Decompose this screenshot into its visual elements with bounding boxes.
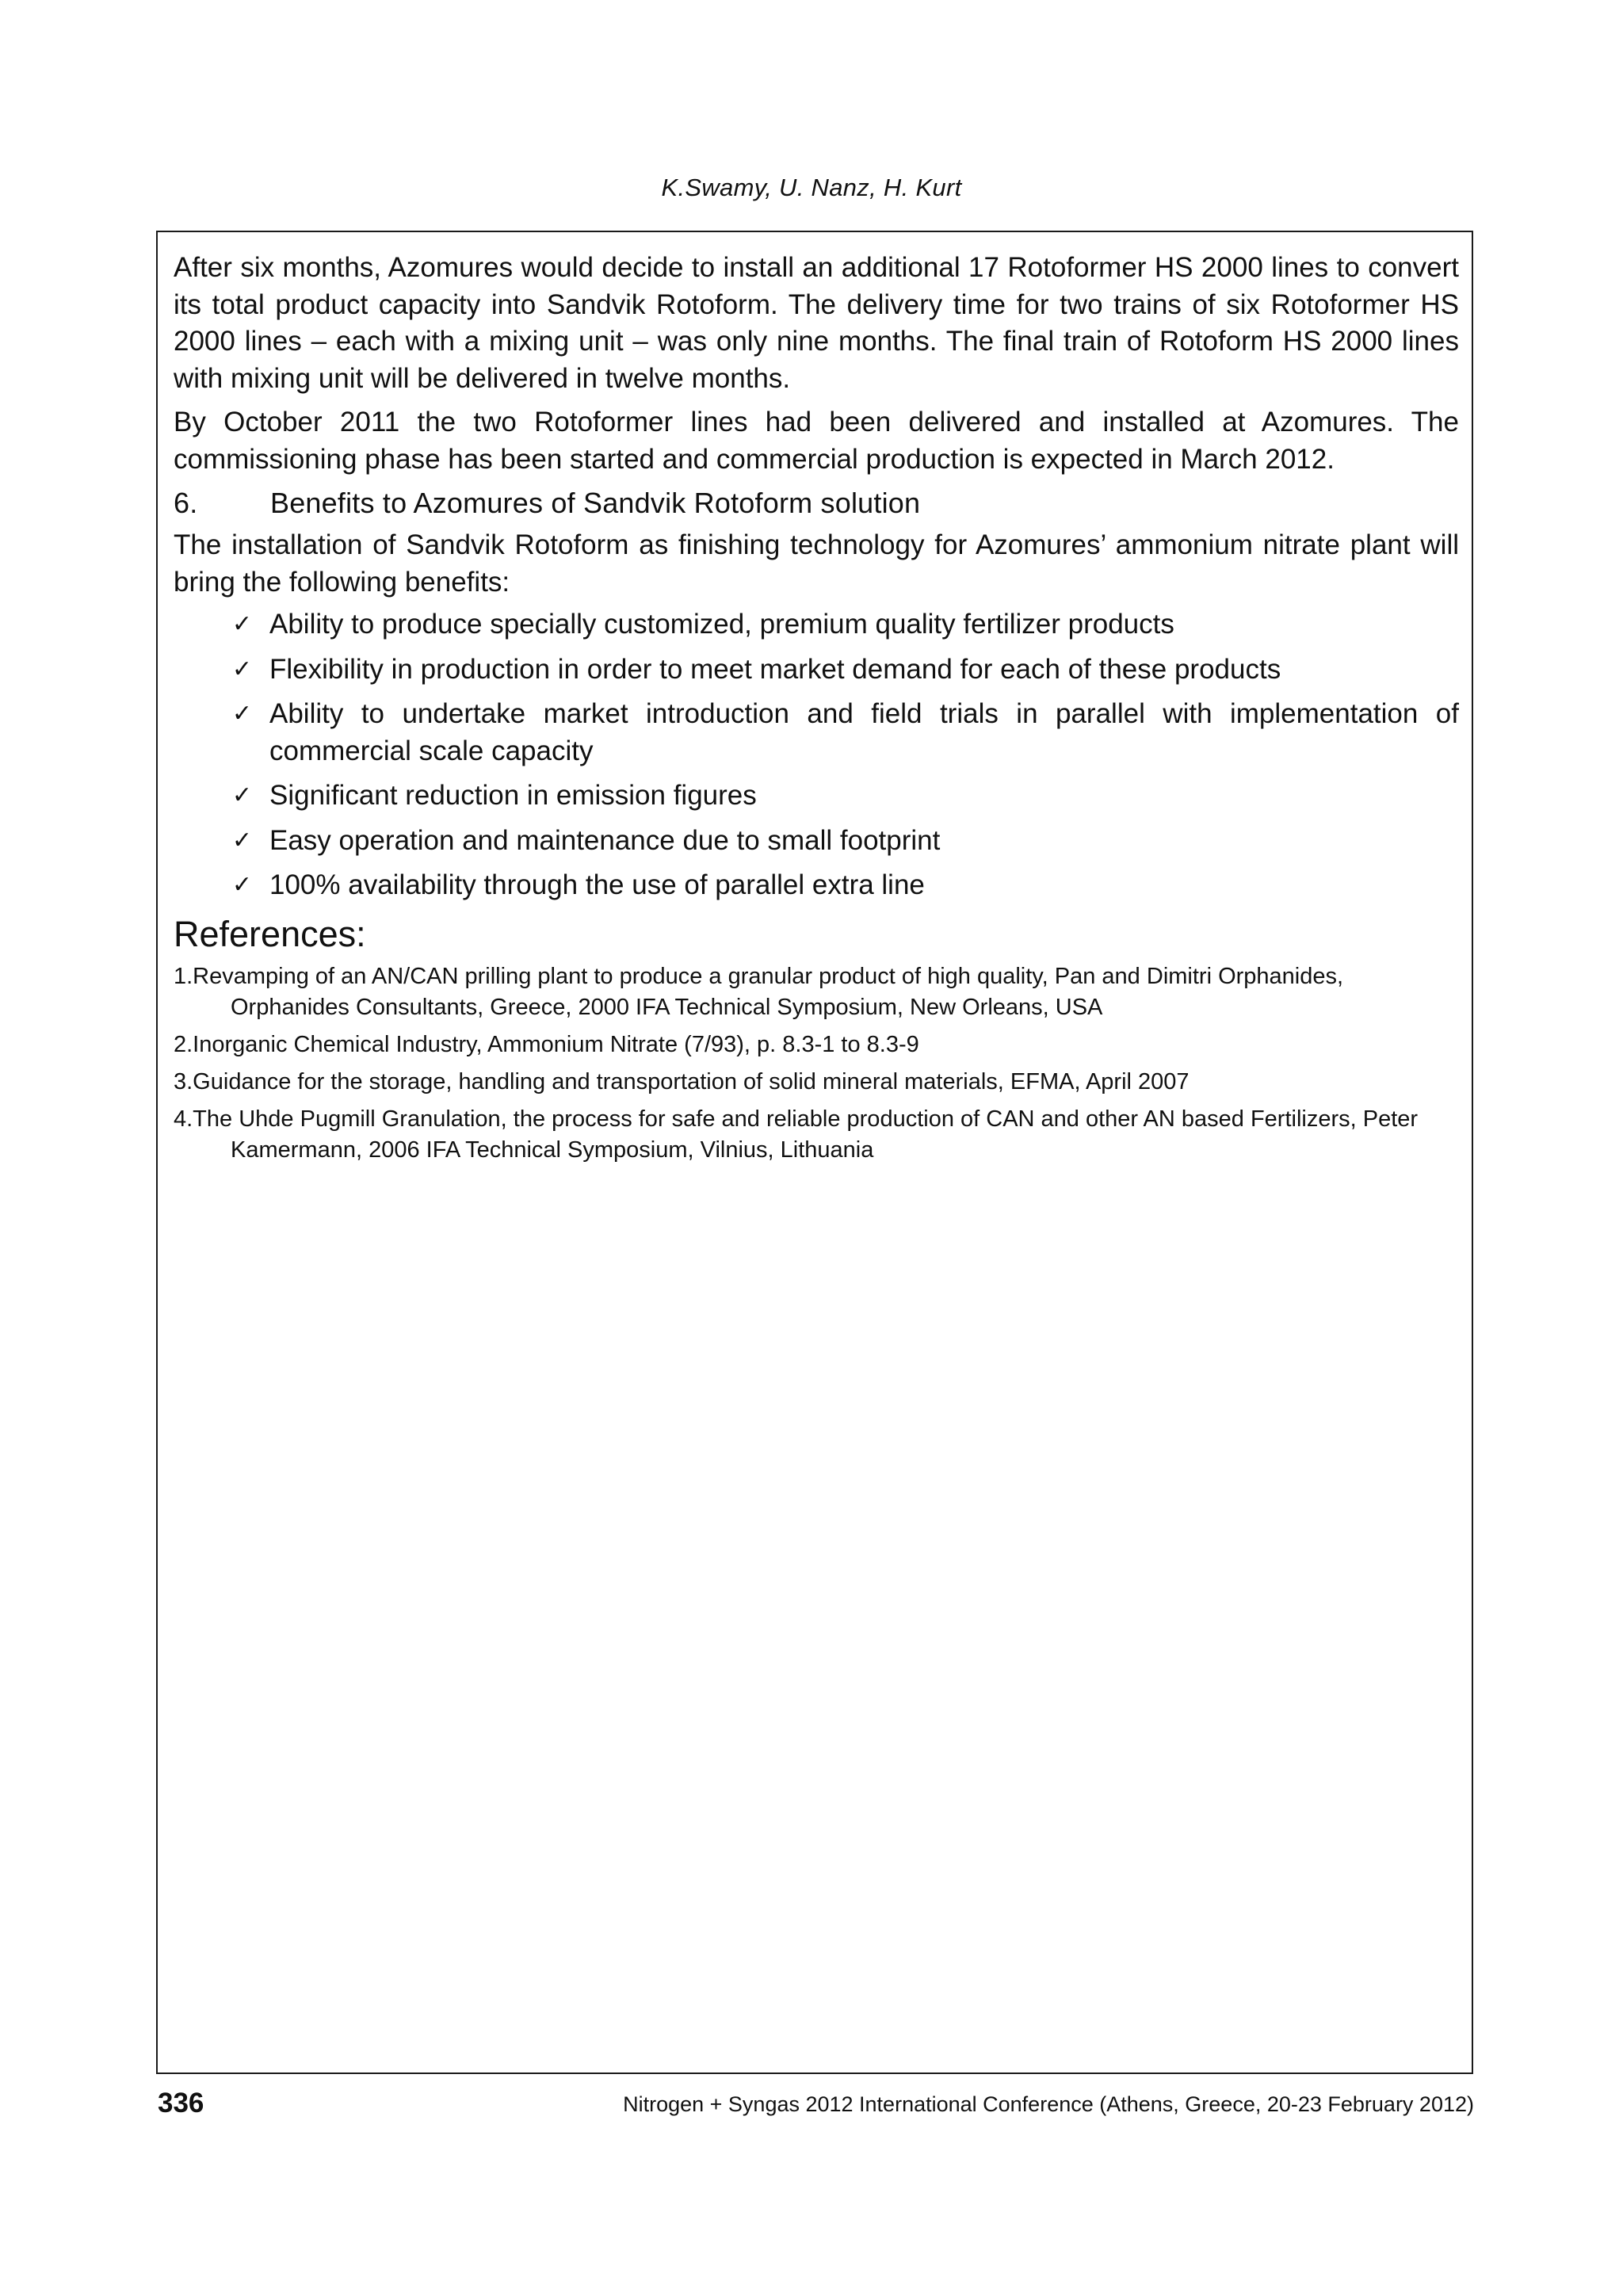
benefit-text: Easy operation and maintenance due to small footprint (269, 824, 941, 856)
check-icon: ✓ (231, 826, 252, 854)
reference-item: 2.Inorganic Chemical Industry, Ammonium Nitrate (7/93), p. 8.3-1 to 8.3-9 (174, 1031, 919, 1057)
check-icon: ✓ (231, 871, 252, 899)
benefit-text: Ability to produce specially customized, premium quality fertilizer products (269, 609, 1174, 640)
page-content (174, 250, 1459, 1172)
section-heading (174, 485, 1459, 521)
benefit-text: Flexibility in production in order to meet market demand for each of these products (269, 653, 1281, 685)
body-paragraph-2: By October 2011 the two Rotoformer lines had been delivered and installed at Azomures. The commissioning phase has been started and commercial production is expected in March 2012. (174, 407, 1459, 475)
references-list (174, 961, 1459, 1166)
benefit-text: Ability to undertake market introduction and field trials in parallel with implementation of commercial scale capacity (269, 698, 1459, 766)
benefit-item (174, 606, 1459, 644)
benefit-item (174, 867, 1459, 904)
check-icon: ✓ (231, 655, 252, 683)
benefit-item (174, 651, 1459, 689)
reference-item: 3.Guidance for the storage, handling and transportation of solid mineral materials, EFMA, April 2007 (174, 1068, 1190, 1095)
benefit-item (174, 823, 1459, 860)
check-icon: ✓ (231, 781, 252, 809)
benefits-list (174, 606, 1459, 904)
benefit-text: Significant reduction in emission figures (269, 780, 757, 811)
page-number: 336 (158, 2088, 204, 2118)
footer-conference: Nitrogen + Syngas 2012 International Conference (Athens, Greece, 20-23 February 2012) (623, 2092, 1474, 2116)
check-icon: ✓ (231, 700, 252, 728)
benefit-item (174, 777, 1459, 815)
body-paragraph-3: The installation of Sandvik Rotoform as finishing technology for Azomures’ ammonium nitrate plant will bring the following benefits: (174, 529, 1459, 598)
benefit-text: 100% availability through the use of parallel extra line (269, 869, 925, 900)
reference-item: 1.Revamping of an AN/CAN prilling plant to produce a granular product of high quality, Pan and Dimitri Orphanides, Orphanides Consultants, Greece, 2000 IFA Technical Symposium, New Orleans, USA (174, 963, 1344, 1020)
references-heading: References: (174, 913, 366, 954)
check-icon: ✓ (231, 610, 252, 638)
body-paragraph-1: After six months, Azomures would decide to install an additional 17 Rotoformer HS 2000 lines to convert its total product capacity into Sandvik Rotoform. The delivery time for two trains of six Rotoformer HS 2000 lines – each with a mixing unit – was only nine months. The final train of Rotoform HS 2000 lines with mixing unit will be delivered in twelve months. (174, 252, 1459, 394)
section-number: 6. (174, 487, 198, 519)
section-title: Benefits to Azomures of Sandvik Rotoform solution (270, 487, 921, 519)
reference-item: 4.The Uhde Pugmill Granulation, the process for safe and reliable production of CAN and other AN based Fertilizers, Peter Kamermann, 2006 IFA Technical Symposium, Vilnius, Lithuania (174, 1106, 1419, 1163)
running-header-authors: K.Swamy, U. Nanz, H. Kurt (661, 174, 962, 201)
benefit-item (174, 696, 1459, 770)
